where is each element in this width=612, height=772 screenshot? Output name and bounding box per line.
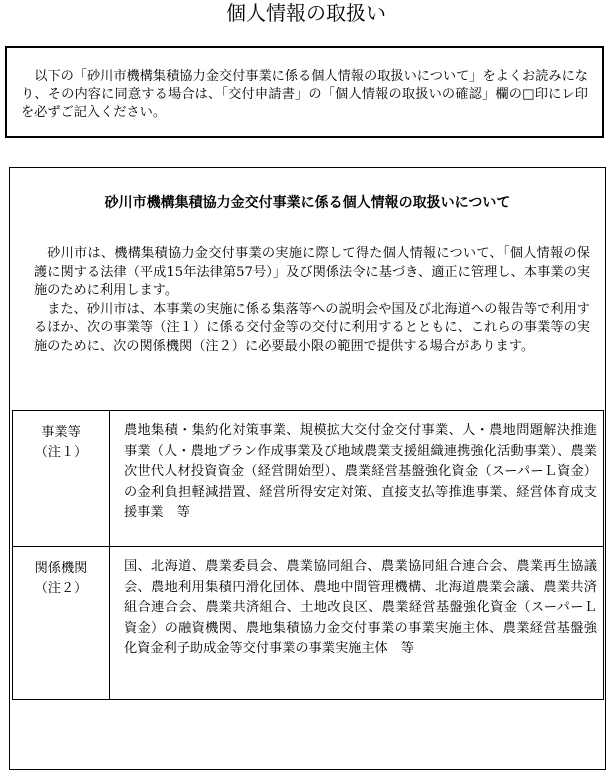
body-paragraph-1: 砂川市は、機構集積協力金交付事業の実施に際して得た個人情報について、「個人情報の保護に関する法律（平成15年法律第57号）」及び関係法令に基づき、適正に管理し、本事業の実施のために利用します。 bbox=[34, 246, 590, 298]
organizations-note: （注２） bbox=[34, 581, 88, 596]
body-paragraph-2: また、砂川市は、本事業の実施に係る集落等への説明会や国及び北海道への報告等で利用するほか、次の事業等（注１）に係る交付金等の交付に利用するとともに、これらの事業等の実施のために、次の関係機関（注２）に必要最小限の範囲で提供する場合があります。 bbox=[34, 301, 590, 354]
table-row-projects bbox=[13, 411, 604, 547]
consent-notice-box bbox=[5, 46, 604, 138]
section-body bbox=[34, 245, 590, 356]
projects-label: 事業等 bbox=[41, 425, 81, 440]
organizations-label: 関係機関 bbox=[34, 561, 88, 576]
privacy-policy-panel bbox=[9, 167, 606, 770]
projects-note: （注１） bbox=[34, 445, 88, 460]
projects-label-cell bbox=[13, 411, 110, 547]
table-row-organizations bbox=[13, 547, 604, 700]
section-title: 砂川市機構集積協力金交付事業に係る個人情報の取扱いについて bbox=[104, 195, 511, 211]
page-title: 個人情報の取扱い bbox=[226, 1, 386, 25]
organizations-label-cell bbox=[13, 547, 110, 700]
consent-notice-text: 以下の「砂川市機構集積協力金交付事業に係る個人情報の取扱いについて」をよくお読みになり、その内容に同意する場合は、「交付申請書」の「個人情報の取扱いの確認」欄の□印にレ印を必ずご記入ください。 bbox=[21, 69, 588, 120]
organizations-content: 国、北海道、農業委員会、農業協同組合、農業協同組合連合会、農業再生協議会、農地利用集積円滑化団体、農地中間管理機構、北海道農業会議、農業共済組合連合会、農業共済組合、土地改良区、農業経営基盤強化資金（スーパーＬ資金）の融資機関、農地集積協力金交付事業の事業実施主体、農業経営基盤強化資金利子助成金等交付事業の事業実施主体 等 bbox=[110, 547, 604, 700]
projects-content: 農地集積・集約化対策事業、規模拡大交付金交付事業、人・農地問題解決推進事業（人・農地プラン作成事業及び地域農業支援組織連携強化活動事業）、農業次世代人材投資資金（経営開始型）、農業経営基盤強化資金（スーパーＬ資金）の金利負担軽減措置、経営所得安定対策、直接支払等推進事業、経営体育成支援事業 等 bbox=[110, 411, 604, 547]
info-table bbox=[12, 410, 604, 700]
